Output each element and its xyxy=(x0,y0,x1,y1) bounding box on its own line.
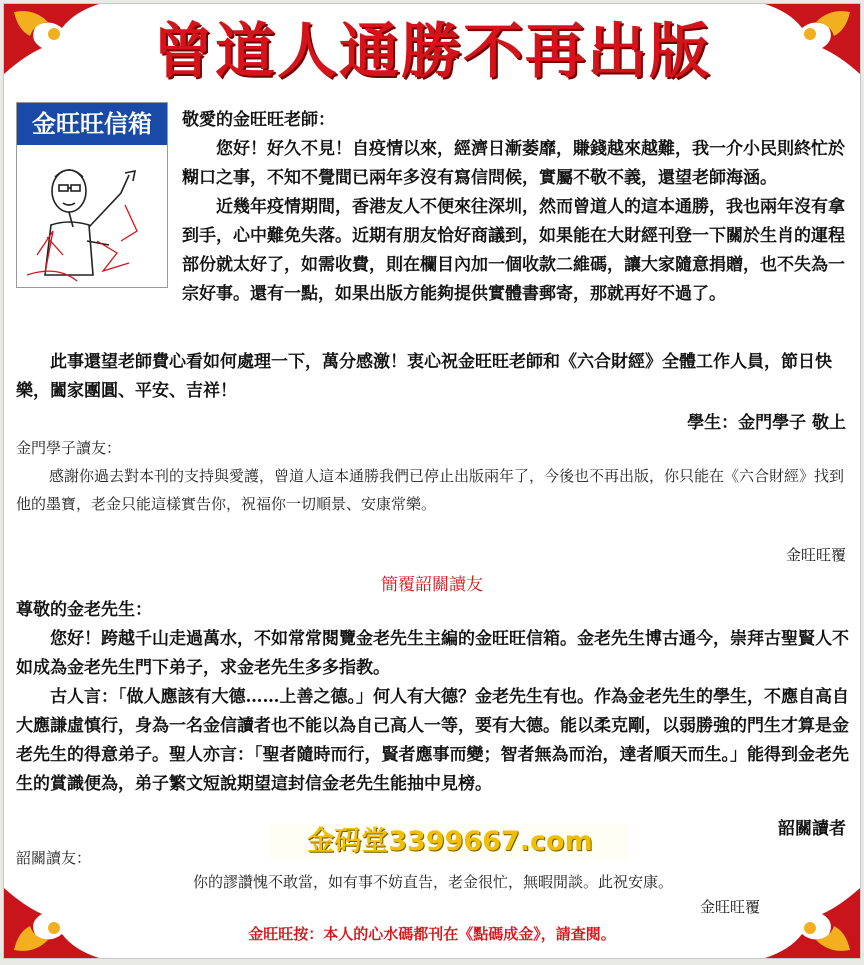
letter1-salutation: 敬愛的金旺旺老師： xyxy=(182,110,335,130)
footer-note: 金旺旺按：本人的心水碼都刊在《點碼成金》，請查閱。 xyxy=(248,925,616,943)
editor-reply-2-body-wrap xyxy=(4,868,861,896)
reader-letter-1 xyxy=(182,106,854,309)
columnist-sketch-illustration xyxy=(17,145,167,287)
brief-reply-heading: 簡覆韶關讀友 xyxy=(381,575,483,595)
mailbox-label: 金旺旺信箱 xyxy=(17,103,167,145)
reader-letter-1-closing xyxy=(16,348,854,406)
newspaper-page xyxy=(3,3,861,959)
letter1-signature: 學生：金門學子 敬上 xyxy=(687,413,846,433)
letter2-signature: 韶關讀者 xyxy=(778,819,846,839)
editor-reply-1 xyxy=(16,434,854,518)
reply2-body: 你的謬讚愧不敢當，如有事不妨直告，老金很忙，無暇閒談。此祝安康。 xyxy=(192,873,673,891)
reply2-signature: 金旺旺覆 xyxy=(699,898,760,916)
letter1-paragraph-2: 近幾年疫情期間，香港友人不便來往深圳，然而曾道人的這本通勝，我也兩年沒有拿到手，心中難免失落。近期有朋友恰好商議到，如果能在大財經刊登一下關於生肖的運程部份就太好了，如需收費，則在欄目內加一個收款二維碼，讓大家隨意捐贈，也不失為一宗好事。還有一點，如果出版方能夠提供實體書郵寄，那就再好不過了。 xyxy=(182,197,845,304)
site-promo-banner: 金码堂3399667.com xyxy=(270,824,630,860)
letter1-paragraph-3: 此事還望老師費心看如何處理一下，萬分感激！衷心祝金旺旺老師和《六合財經》全體工作人員，節日快樂，闔家團圓、平安、吉祥！ xyxy=(16,352,832,401)
reply2-salutation: 韶關讀友： xyxy=(16,849,92,867)
reply1-signature: 金旺旺覆 xyxy=(785,546,846,564)
letter2-paragraph-2: 古人言：「做人應該有大德……上善之德。」何人有大德？金老先生有也。作為金老先生的學生，不應自高自大應謙虛慎行，身為一名金信讀者也不能以為自己高人一等，要有大德。能以柔克剛，以弱勝強的門生才算是金老先生的得意弟子。聖人亦言：「聖者隨時而行，賢者應事而變；智者無為而治，達者順天而生。」能得到金老先生的賞識便為，弟子繁文短說期望這封信金老先生能抽中見榜。 xyxy=(16,687,849,794)
page-title: 曾道人通勝不再出版 xyxy=(153,17,711,87)
letter2-paragraph-1: 您好！跨越千山走過萬水，不如常常閱覽金老先生主編的金旺旺信箱。金老先生博古通今，崇拜古聖賢人不如成為金老先生門下弟子，求金老先生多多指教。 xyxy=(16,629,849,678)
letter2-salutation: 尊敬的金老先生： xyxy=(16,600,152,620)
letter1-paragraph-1: 您好！好久不見！自疫情以來，經濟日漸萎靡，賺錢越來越難，我一介小民則終忙於糊口之事，不知不覺間已兩年多沒有寫信問候，實屬不敬不義，還望老師海涵。 xyxy=(182,139,845,188)
mailbox-column-logo xyxy=(16,102,168,288)
reply1-salutation: 金門學子讀友： xyxy=(16,439,122,457)
reply1-body: 感謝你過去對本刊的支持與愛護，曾道人這本通勝我們已停止出版兩年了，今後也不再出版，你只能在《六合財經》找到他的墨寶，老金只能這樣實告你，祝福你一切順景、安康常樂。 xyxy=(16,467,845,513)
reader-letter-2 xyxy=(16,596,854,799)
